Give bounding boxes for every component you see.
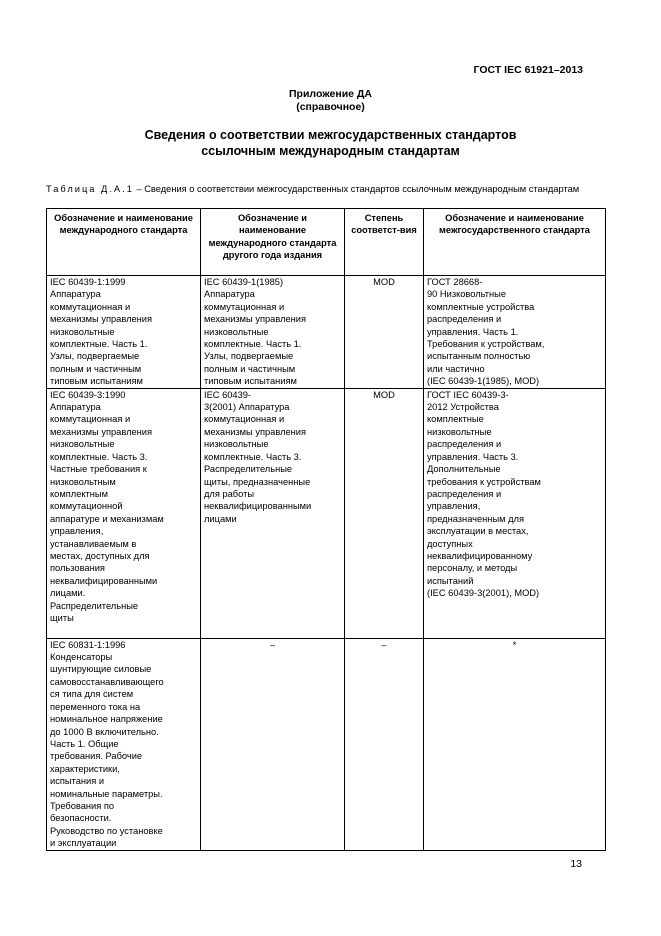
table-row (47, 276, 606, 389)
page-title-line-1: Сведения о соответствии межгосударственных стандартов (144, 128, 517, 142)
table-caption-text: – Сведения о соответствии межгосударственных стандартов ссылочным международным стандартам (133, 184, 580, 194)
document-code: ГОСТ IEC 61921–2013 (473, 64, 583, 76)
table-row (47, 388, 606, 638)
table-caption (46, 184, 606, 195)
page-number: 13 (570, 858, 582, 870)
cell-degree: MOD (345, 276, 424, 389)
cell-interstate-standard: ГОСТ 28668- 90 Низковольтные комплектные устройства распределения и управления. Часть 1. Требования к устройствам, испытанным полностью или частично (IEC 60439-1(1985), MOD) (424, 276, 606, 389)
annex-title: Приложение ДА (289, 88, 372, 100)
standards-table (46, 208, 606, 851)
annex-heading (0, 88, 661, 114)
header-other-edition-standard: Обозначение и наименование международного стандарта другого года издания (201, 209, 345, 276)
table-header-row (47, 209, 606, 276)
header-degree-of-correspondence: Степень соответст-вия (345, 209, 424, 276)
cell-other-edition-standard: IEC 60439- 3(2001) Аппаратура коммутационная и механизмы управления низковольтные комплектные. Часть 3. Распределительные щиты, предназначенные для работы неквалифицированными лицами (201, 388, 345, 638)
annex-subtitle: (справочное) (296, 101, 365, 113)
cell-degree: MOD (345, 388, 424, 638)
page-title (0, 127, 661, 159)
header-international-standard: Обозначение и наименование международного стандарта (47, 209, 201, 276)
header-interstate-standard: Обозначение и наименование межгосударственного стандарта (424, 209, 606, 276)
cell-international-standard: IEC 60439-3:1990 Аппаратура коммутационная и механизмы управления низковольтные комплектные. Часть 3. Частные требования к низковольтным комплектным коммутационной аппаратуре и механизмам управления, устанавливаемым в местах, доступных для пользования неквалифицированными лицами. Распределительные щиты (47, 388, 201, 638)
cell-other-edition-standard: IEC 60439-1(1985) Аппаратура коммутационная и механизмы управления низковольтные комплектные. Часть 1. Узлы, подвергаемые полным и частичным типовым испытаниям (201, 276, 345, 389)
cell-international-standard: IEC 60831-1:1996 Конденсаторы шунтирующие силовые самовосстанавливающего ся типа для систем переменного тока на номинальное напряжение до 1000 В включительно. Часть 1. Общие требования. Рабочие характеристики, испытания и номинальные параметры. Требования по безопасности. Руководство по установке и эксплуатации (47, 638, 201, 850)
cell-degree: – (345, 638, 424, 850)
page-title-line-2: ссылочным международным стандартам (201, 144, 460, 158)
table-caption-label: Таблица Д.А.1 (46, 184, 134, 194)
cell-other-edition-standard: – (201, 638, 345, 850)
cell-interstate-standard: * (424, 638, 606, 850)
cell-interstate-standard: ГОСТ IEC 60439-3- 2012 Устройства комплектные низковольтные распределения и управления. Часть 3. Дополнительные требования к устройствам распределения и управления, предназначенным для эксплуатации в местах, доступных неквалифицированному персоналу, и методы испытаний (IEC 60439-3(2001), MOD) (424, 388, 606, 638)
cell-international-standard: IEC 60439-1:1999 Аппаратура коммутационная и механизмы управления низковольтные комплектные. Часть 1. Узлы, подвергаемые полным и частичным типовым испытаниям (47, 276, 201, 389)
table-row (47, 638, 606, 850)
